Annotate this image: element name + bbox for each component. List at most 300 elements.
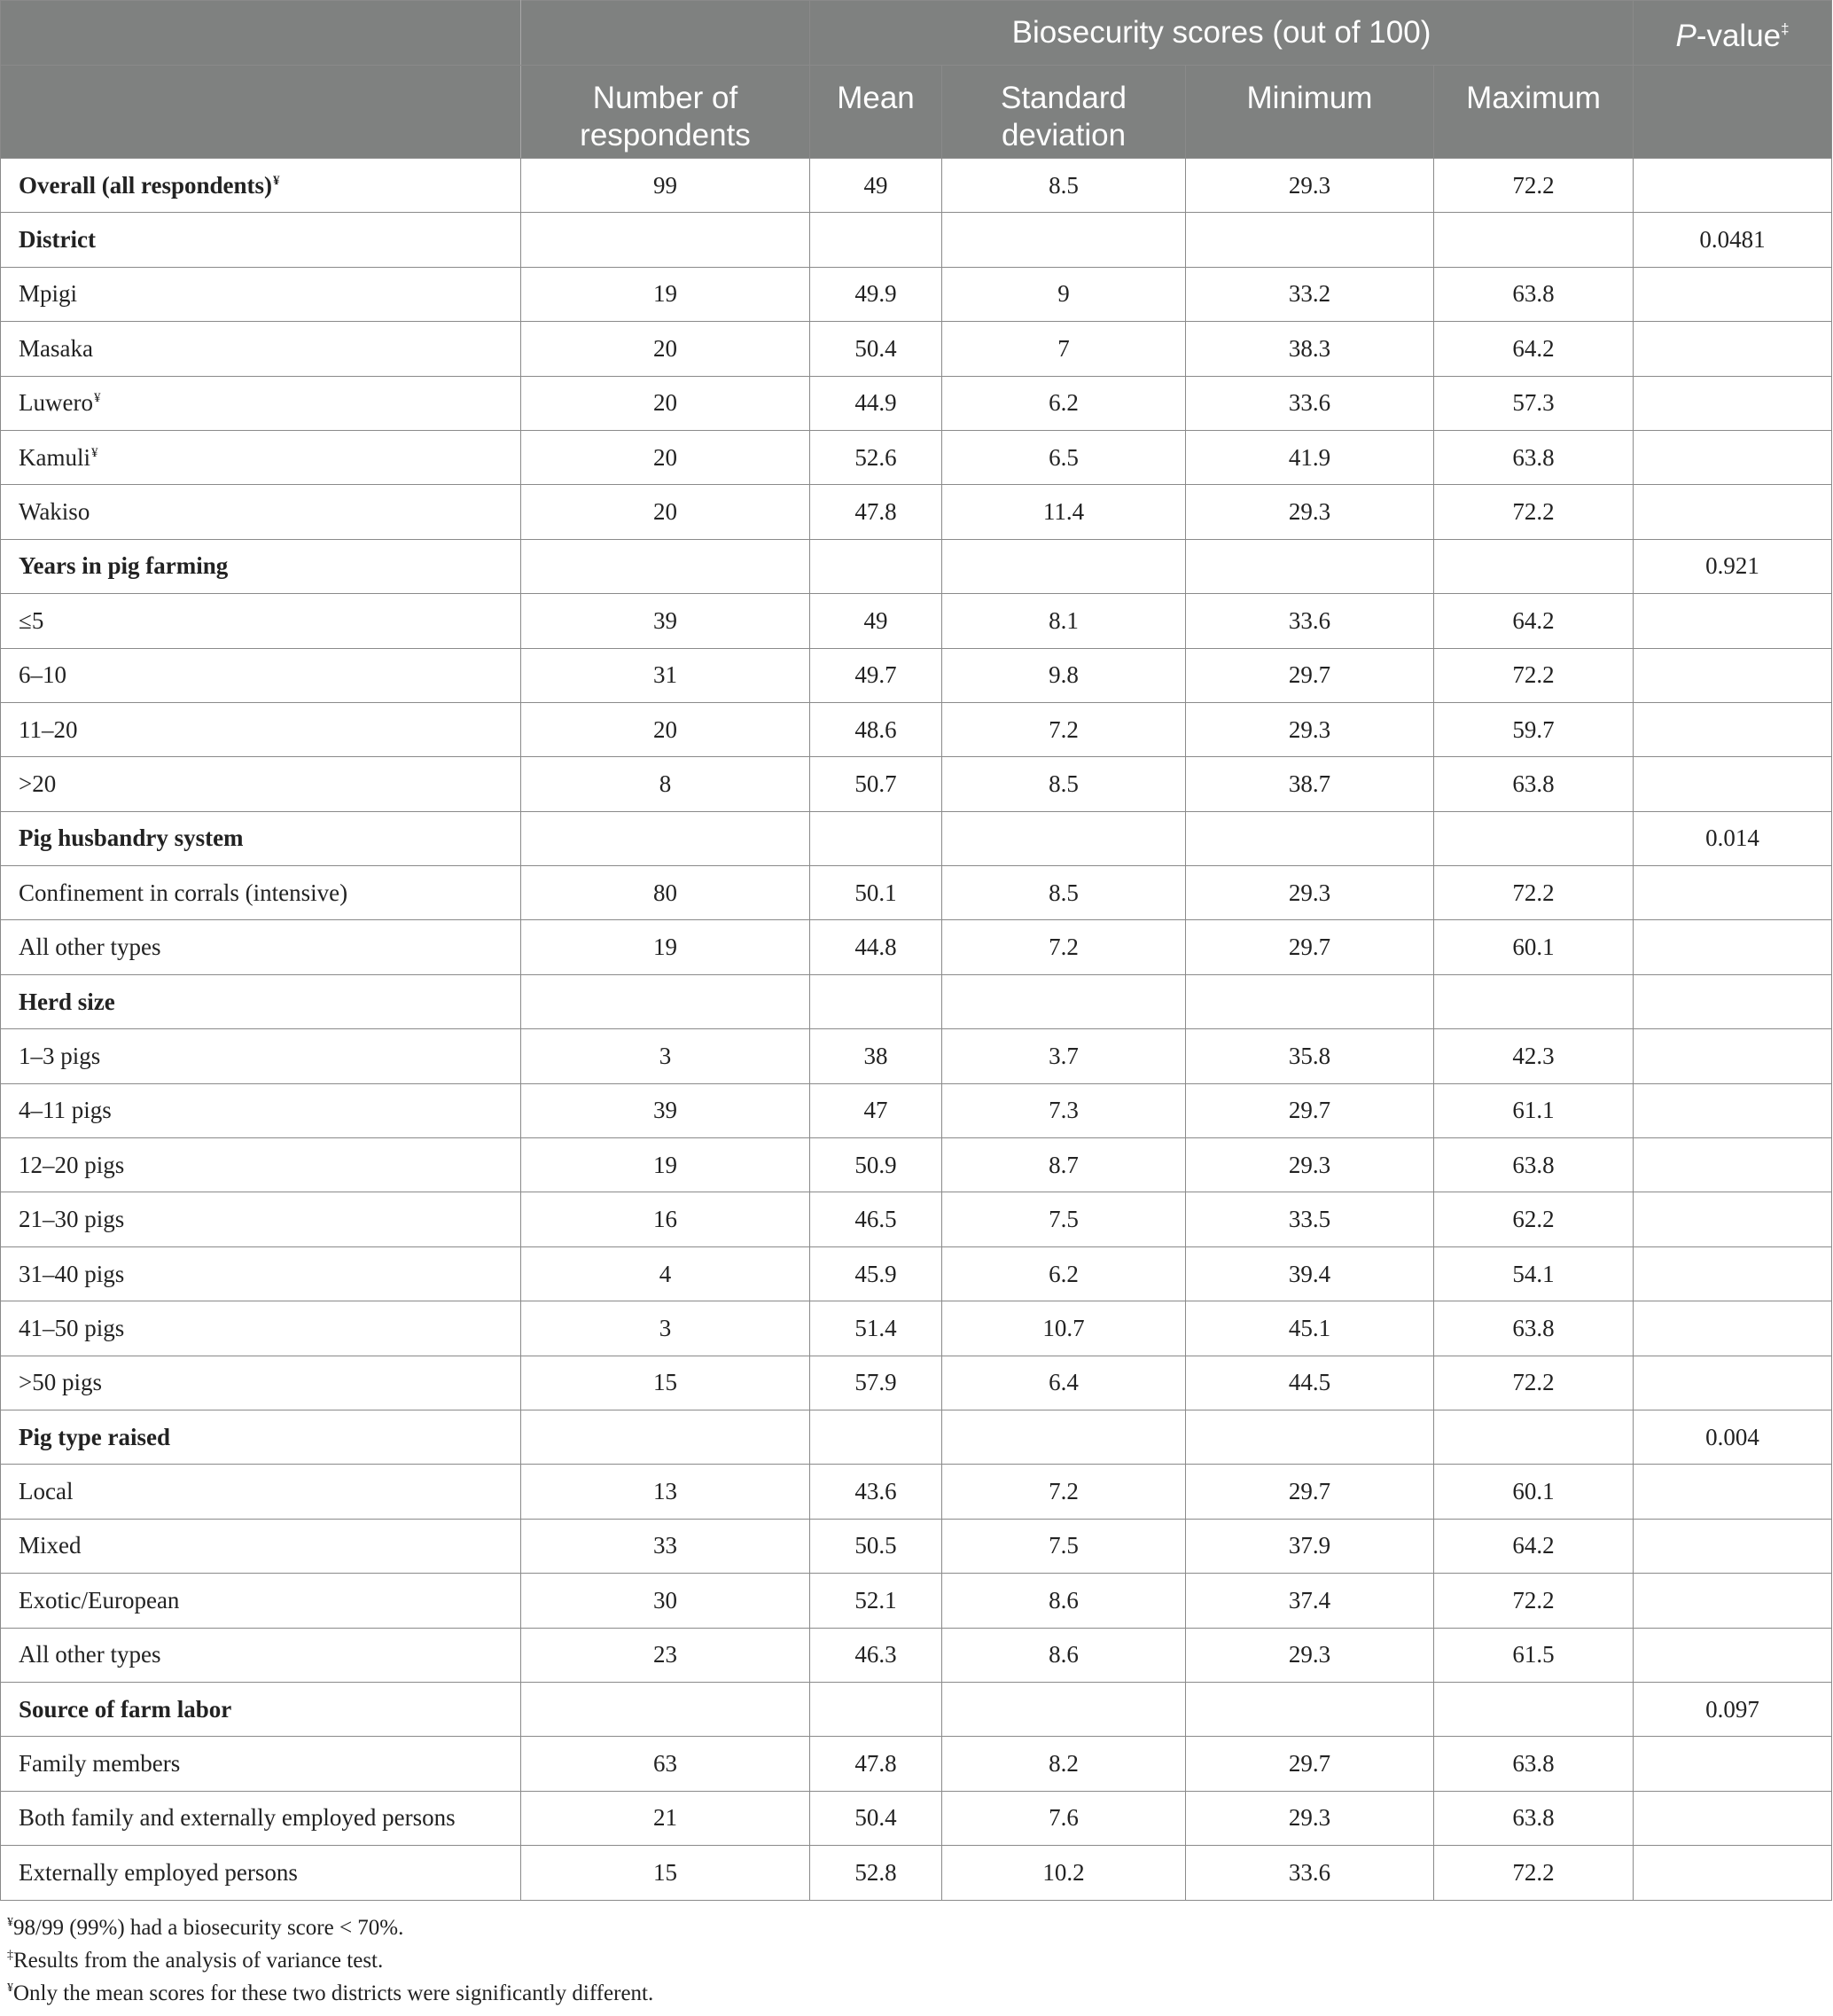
cell-max: 63.8 [1434, 1791, 1634, 1845]
row-label-cell [1, 1246, 521, 1301]
cell-sd: 7.2 [942, 1465, 1186, 1519]
row-label: 4–11 pigs [19, 1097, 112, 1124]
row-label-cell [1, 1192, 521, 1246]
row-label: Pig type raised [19, 1423, 170, 1450]
cell-mean [810, 539, 942, 593]
table-row [1, 1029, 1832, 1083]
header-blank-label [1, 1, 521, 66]
table-row [1, 1791, 1832, 1845]
row-label: Local [19, 1478, 74, 1505]
cell-n [521, 1410, 810, 1464]
row-label-cell [1, 1682, 521, 1736]
row-label: District [19, 226, 96, 254]
cell-p [1634, 1356, 1832, 1410]
row-label-cell [1, 539, 521, 593]
cell-min: 37.9 [1186, 1519, 1434, 1573]
cell-p [1634, 1846, 1832, 1900]
cell-max: 72.2 [1434, 485, 1634, 539]
row-label: Years in pig farming [19, 552, 229, 580]
cell-p [1634, 1737, 1832, 1791]
cell-n: 3 [521, 1301, 810, 1356]
table-row [1, 1301, 1832, 1356]
table-row [1, 376, 1832, 430]
row-label-cell [1, 485, 521, 539]
header-row-2 [1, 66, 1832, 159]
cell-n: 20 [521, 376, 810, 430]
row-label: Mpigi [19, 280, 78, 308]
cell-n: 19 [521, 267, 810, 321]
cell-mean [810, 974, 942, 1028]
row-label-cell [1, 1846, 521, 1900]
cell-max: 72.2 [1434, 866, 1634, 920]
header-col-min: Minimum [1186, 66, 1434, 159]
table-row [1, 1246, 1832, 1301]
row-label-cell [1, 920, 521, 974]
cell-p [1634, 159, 1832, 213]
cell-n: 15 [521, 1846, 810, 1900]
cell-n: 3 [521, 1029, 810, 1083]
row-label: Confinement in corrals (intensive) [19, 879, 348, 906]
cell-max: 63.8 [1434, 430, 1634, 484]
row-label-cell [1, 1356, 521, 1410]
cell-min: 41.9 [1186, 430, 1434, 484]
cell-sd: 8.6 [942, 1574, 1186, 1628]
cell-min [1186, 1410, 1434, 1464]
cell-min: 33.6 [1186, 376, 1434, 430]
cell-max: 72.2 [1434, 1846, 1634, 1900]
row-label: 21–30 pigs [19, 1206, 125, 1233]
cell-p [1634, 757, 1832, 811]
row-label-cell [1, 1628, 521, 1682]
cell-max: 64.2 [1434, 594, 1634, 648]
table-header [1, 1, 1832, 159]
row-label-cell [1, 702, 521, 756]
cell-p: 0.097 [1634, 1682, 1832, 1736]
cell-n: 39 [521, 594, 810, 648]
table-row [1, 866, 1832, 920]
cell-mean: 49.7 [810, 648, 942, 702]
cell-max: 60.1 [1434, 1465, 1634, 1519]
footnote [7, 1906, 1824, 1939]
row-label-cell [1, 648, 521, 702]
cell-max: 63.8 [1434, 757, 1634, 811]
cell-min: 33.5 [1186, 1192, 1434, 1246]
cell-sd: 7.2 [942, 702, 1186, 756]
cell-max: 64.2 [1434, 1519, 1634, 1573]
cell-max: 62.2 [1434, 1192, 1634, 1246]
footnote-text: Only the mean scores for these two districts were significantly different. [13, 1981, 654, 2005]
cell-min: 35.8 [1186, 1029, 1434, 1083]
row-label-cell [1, 1029, 521, 1083]
cell-n: 21 [521, 1791, 810, 1845]
footnote-mark: ¥ [7, 1916, 13, 1929]
table-row [1, 1192, 1832, 1246]
table-row [1, 1846, 1832, 1900]
cell-max [1434, 811, 1634, 865]
cell-sd: 6.2 [942, 376, 1186, 430]
cell-p [1634, 1301, 1832, 1356]
row-label-cell [1, 159, 521, 213]
cell-p [1634, 1246, 1832, 1301]
cell-n: 15 [521, 1356, 810, 1410]
cell-mean: 50.9 [810, 1138, 942, 1192]
cell-max: 72.2 [1434, 1356, 1634, 1410]
cell-p [1634, 1192, 1832, 1246]
cell-mean: 52.6 [810, 430, 942, 484]
cell-min: 29.7 [1186, 1465, 1434, 1519]
table-group-row [1, 539, 1832, 593]
table-group-row [1, 213, 1832, 267]
cell-min: 45.1 [1186, 1301, 1434, 1356]
row-label-cell [1, 974, 521, 1028]
cell-sd: 7.5 [942, 1519, 1186, 1573]
cell-min: 29.7 [1186, 1083, 1434, 1137]
cell-sd: 6.5 [942, 430, 1186, 484]
cell-mean: 49.9 [810, 267, 942, 321]
table-row [1, 1138, 1832, 1192]
cell-n: 80 [521, 866, 810, 920]
cell-max: 64.2 [1434, 322, 1634, 376]
header-col-mean: Mean [810, 66, 942, 159]
cell-p [1634, 974, 1832, 1028]
cell-mean: 50.4 [810, 322, 942, 376]
cell-p: 0.004 [1634, 1410, 1832, 1464]
cell-n: 16 [521, 1192, 810, 1246]
cell-min: 29.3 [1186, 1628, 1434, 1682]
header-col-sd: Standard deviation [942, 66, 1186, 159]
cell-min: 44.5 [1186, 1356, 1434, 1410]
cell-min: 29.7 [1186, 920, 1434, 974]
cell-mean: 44.9 [810, 376, 942, 430]
cell-sd [942, 213, 1186, 267]
table-group-row [1, 159, 1832, 213]
cell-min [1186, 213, 1434, 267]
cell-sd [942, 974, 1186, 1028]
cell-max: 54.1 [1434, 1246, 1634, 1301]
cell-min: 29.7 [1186, 648, 1434, 702]
row-label: Both family and externally employed persons [19, 1804, 456, 1832]
cell-max: 72.2 [1434, 1574, 1634, 1628]
cell-min: 29.3 [1186, 1138, 1434, 1192]
cell-mean: 50.1 [810, 866, 942, 920]
cell-mean: 49 [810, 594, 942, 648]
cell-sd: 7.2 [942, 920, 1186, 974]
row-label: Masaka [19, 334, 93, 362]
cell-mean: 47.8 [810, 485, 942, 539]
cell-mean: 50.5 [810, 1519, 942, 1573]
cell-min: 29.3 [1186, 702, 1434, 756]
cell-sd [942, 811, 1186, 865]
cell-min: 29.3 [1186, 866, 1434, 920]
cell-n [521, 974, 810, 1028]
cell-n: 33 [521, 1519, 810, 1573]
cell-max: 63.8 [1434, 267, 1634, 321]
cell-n [521, 811, 810, 865]
cell-max [1434, 1682, 1634, 1736]
cell-mean: 46.5 [810, 1192, 942, 1246]
table-group-row [1, 1682, 1832, 1736]
cell-mean [810, 1682, 942, 1736]
cell-p [1634, 702, 1832, 756]
cell-min: 39.4 [1186, 1246, 1434, 1301]
cell-n: 63 [521, 1737, 810, 1791]
cell-sd: 3.7 [942, 1029, 1186, 1083]
cell-sd: 9.8 [942, 648, 1186, 702]
cell-min: 38.7 [1186, 757, 1434, 811]
header-row-1 [1, 1, 1832, 66]
cell-max [1434, 213, 1634, 267]
cell-sd: 10.2 [942, 1846, 1186, 1900]
cell-mean: 48.6 [810, 702, 942, 756]
table-group-row [1, 1410, 1832, 1464]
row-label: 31–40 pigs [19, 1260, 125, 1287]
footnote-text: Results from the analysis of variance test. [13, 1949, 384, 1973]
row-label: ≤5 [19, 606, 44, 634]
cell-max: 42.3 [1434, 1029, 1634, 1083]
row-label: 41–50 pigs [19, 1314, 125, 1341]
row-label-cell [1, 267, 521, 321]
cell-min: 38.3 [1186, 322, 1434, 376]
cell-sd [942, 1410, 1186, 1464]
row-label: Kamuli [19, 443, 90, 471]
table-row [1, 485, 1832, 539]
pvalue-mark: ‡ [1781, 20, 1790, 37]
cell-sd: 8.6 [942, 1628, 1186, 1682]
cell-max: 72.2 [1434, 648, 1634, 702]
cell-n: 4 [521, 1246, 810, 1301]
cell-p [1634, 1574, 1832, 1628]
cell-n [521, 1682, 810, 1736]
pvalue-rest: -value [1696, 19, 1782, 53]
table-row [1, 1574, 1832, 1628]
row-label-cell [1, 1301, 521, 1356]
cell-sd [942, 1682, 1186, 1736]
cell-p: 0.014 [1634, 811, 1832, 865]
cell-sd: 6.2 [942, 1246, 1186, 1301]
cell-min: 33.2 [1186, 267, 1434, 321]
cell-mean: 44.8 [810, 920, 942, 974]
cell-n [521, 213, 810, 267]
cell-n: 8 [521, 757, 810, 811]
row-label: Pig husbandry system [19, 824, 244, 852]
cell-p [1634, 1465, 1832, 1519]
row-footnote-mark: ¥ [91, 445, 98, 460]
row-label: Overall (all respondents) [19, 171, 272, 199]
footnote-mark: ¥ [7, 1981, 13, 1995]
cell-n: 19 [521, 1138, 810, 1192]
cell-max: 59.7 [1434, 702, 1634, 756]
cell-p [1634, 920, 1832, 974]
footnote-text: 98/99 (99%) had a biosecurity score < 70%. [13, 1916, 404, 1940]
cell-n: 23 [521, 1628, 810, 1682]
cell-max: 61.1 [1434, 1083, 1634, 1137]
cell-sd: 9 [942, 267, 1186, 321]
cell-p: 0.0481 [1634, 213, 1832, 267]
table-row [1, 1465, 1832, 1519]
table-row [1, 267, 1832, 321]
cell-n [521, 539, 810, 593]
header-col-respondents: Number of respondents [521, 66, 810, 159]
cell-min: 29.3 [1186, 159, 1434, 213]
footnote-mark: ‡ [7, 1949, 13, 1962]
cell-sd: 10.7 [942, 1301, 1186, 1356]
row-label: Mixed [19, 1532, 82, 1559]
cell-max: 63.8 [1434, 1138, 1634, 1192]
row-label: 6–10 [19, 661, 66, 689]
cell-min [1186, 974, 1434, 1028]
cell-n: 31 [521, 648, 810, 702]
cell-n: 20 [521, 485, 810, 539]
row-label-cell [1, 1410, 521, 1464]
table-row [1, 1519, 1832, 1573]
table-row [1, 1737, 1832, 1791]
row-label: Exotic/European [19, 1586, 180, 1614]
cell-min: 33.6 [1186, 1846, 1434, 1900]
row-label: 1–3 pigs [19, 1042, 101, 1069]
cell-max: 57.3 [1434, 376, 1634, 430]
row-label-cell [1, 430, 521, 484]
row-label: Family members [19, 1750, 181, 1778]
row-label: Luwero [19, 389, 93, 417]
cell-min: 37.4 [1186, 1574, 1434, 1628]
cell-p [1634, 1519, 1832, 1573]
table-group-row [1, 811, 1832, 865]
cell-min [1186, 811, 1434, 865]
row-label: Herd size [19, 988, 115, 1015]
cell-min [1186, 539, 1434, 593]
cell-sd: 6.4 [942, 1356, 1186, 1410]
cell-mean: 46.3 [810, 1628, 942, 1682]
cell-n: 13 [521, 1465, 810, 1519]
cell-mean: 50.7 [810, 757, 942, 811]
cell-sd: 11.4 [942, 485, 1186, 539]
row-label-cell [1, 1737, 521, 1791]
table-row [1, 430, 1832, 484]
row-label-cell [1, 1791, 521, 1845]
cell-n: 19 [521, 920, 810, 974]
cell-p: 0.921 [1634, 539, 1832, 593]
row-label-cell [1, 1083, 521, 1137]
row-footnote-mark: ¥ [93, 391, 101, 406]
table-row [1, 920, 1832, 974]
cell-min: 33.6 [1186, 594, 1434, 648]
cell-min [1186, 1682, 1434, 1736]
cell-sd: 8.5 [942, 757, 1186, 811]
row-label: >50 pigs [19, 1369, 102, 1396]
cell-mean [810, 811, 942, 865]
cell-max: 60.1 [1434, 920, 1634, 974]
header-group-label: Biosecurity scores (out of 100) [810, 1, 1634, 66]
row-label: All other types [19, 1641, 161, 1668]
cell-p [1634, 1138, 1832, 1192]
row-label-cell [1, 811, 521, 865]
cell-mean: 57.9 [810, 1356, 942, 1410]
cell-n: 99 [521, 159, 810, 213]
cell-mean: 52.8 [810, 1846, 942, 1900]
row-label: Wakiso [19, 498, 90, 526]
row-label: 11–20 [19, 715, 78, 743]
header-pvalue [1634, 1, 1832, 66]
header-col-max: Maximum [1434, 66, 1634, 159]
cell-p [1634, 1628, 1832, 1682]
cell-p [1634, 648, 1832, 702]
row-label-cell [1, 376, 521, 430]
row-label: Source of farm labor [19, 1695, 232, 1723]
cell-min: 29.3 [1186, 485, 1434, 539]
cell-mean: 51.4 [810, 1301, 942, 1356]
cell-sd: 8.1 [942, 594, 1186, 648]
row-label-cell [1, 1574, 521, 1628]
cell-n: 20 [521, 430, 810, 484]
cell-sd: 8.2 [942, 1737, 1186, 1791]
cell-mean: 50.4 [810, 1791, 942, 1845]
cell-n: 39 [521, 1083, 810, 1137]
cell-mean [810, 213, 942, 267]
row-label-cell [1, 1519, 521, 1573]
row-label-cell [1, 594, 521, 648]
header-blank-label-2 [1, 66, 521, 159]
cell-max: 63.8 [1434, 1737, 1634, 1791]
header-blank-pvalue-2 [1634, 66, 1832, 159]
table-row [1, 1083, 1832, 1137]
cell-sd: 7.5 [942, 1192, 1186, 1246]
cell-sd: 7.3 [942, 1083, 1186, 1137]
cell-n: 20 [521, 702, 810, 756]
row-label-cell [1, 322, 521, 376]
cell-mean: 52.1 [810, 1574, 942, 1628]
cell-p [1634, 866, 1832, 920]
table-body [1, 159, 1832, 1901]
row-label-cell [1, 1465, 521, 1519]
table-row [1, 702, 1832, 756]
row-label-cell [1, 1138, 521, 1192]
cell-min: 29.3 [1186, 1791, 1434, 1845]
cell-p [1634, 322, 1832, 376]
table-row [1, 1628, 1832, 1682]
cell-n: 20 [521, 322, 810, 376]
row-footnote-mark: ¥ [273, 173, 280, 188]
cell-mean: 47 [810, 1083, 942, 1137]
table-row [1, 648, 1832, 702]
cell-sd: 7 [942, 322, 1186, 376]
cell-p [1634, 485, 1832, 539]
cell-max [1434, 539, 1634, 593]
table-group-row [1, 974, 1832, 1028]
cell-max [1434, 974, 1634, 1028]
cell-sd: 8.7 [942, 1138, 1186, 1192]
table-row [1, 757, 1832, 811]
pvalue-italic: P [1675, 19, 1696, 53]
header-blank-respondents [521, 1, 810, 66]
row-label-cell [1, 866, 521, 920]
cell-mean [810, 1410, 942, 1464]
cell-mean: 43.6 [810, 1465, 942, 1519]
cell-p [1634, 430, 1832, 484]
cell-p [1634, 376, 1832, 430]
cell-sd: 8.5 [942, 866, 1186, 920]
row-label-cell [1, 213, 521, 267]
cell-max: 61.5 [1434, 1628, 1634, 1682]
cell-p [1634, 267, 1832, 321]
cell-sd [942, 539, 1186, 593]
footnote [7, 1972, 1824, 2004]
cell-max [1434, 1410, 1634, 1464]
row-label: >20 [19, 770, 57, 797]
row-label: All other types [19, 934, 161, 961]
cell-p [1634, 1083, 1832, 1137]
cell-min: 29.7 [1186, 1737, 1434, 1791]
table-row [1, 1356, 1832, 1410]
